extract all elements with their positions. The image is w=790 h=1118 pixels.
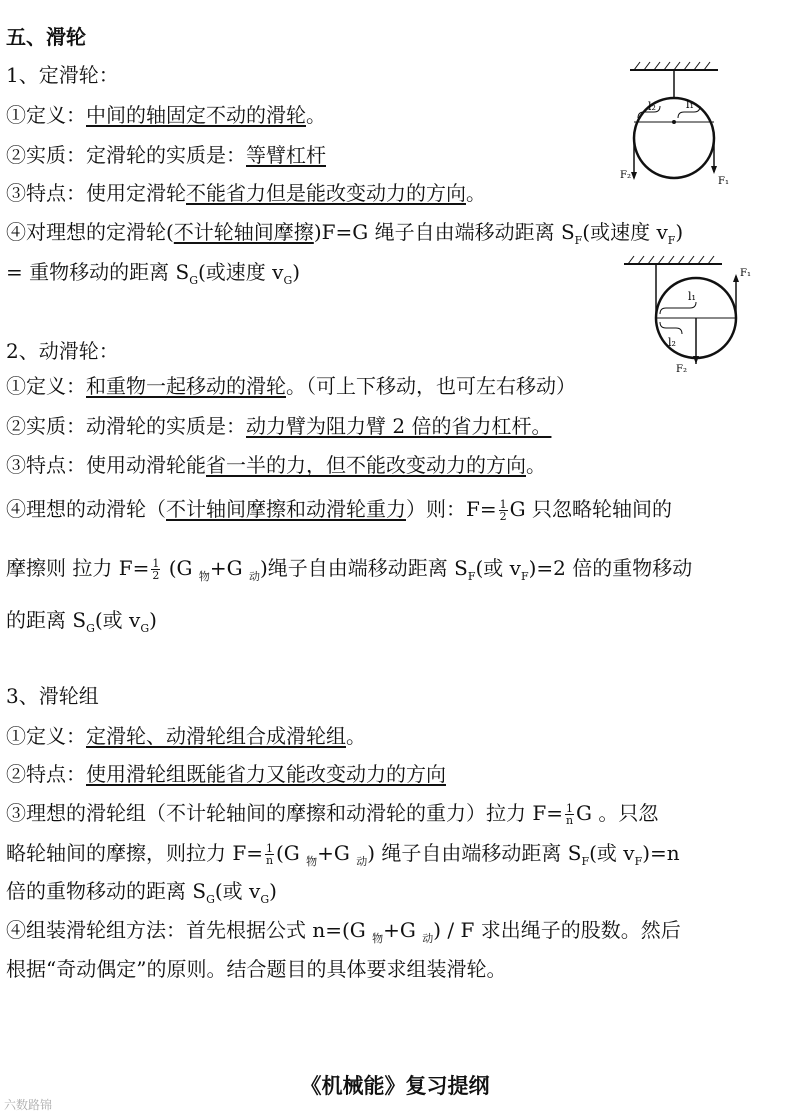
fixed-f1-label: F₁: [718, 176, 729, 187]
movable-pulley-heading: 2、动滑轮：: [6, 339, 119, 363]
fixed-l1-label: l₁: [686, 98, 694, 111]
group-assemble: ④组装滑轮组方法：首先根据公式 n=(G $_物$+G $_动$) / F 求出绳子的股数。然后: [6, 918, 681, 945]
fixed-essence: ②实质：定滑轮的实质是：等臂杠杆: [6, 143, 326, 167]
watermark: 六数路锦: [4, 1098, 53, 1112]
movable-f1-label: F₁: [740, 268, 751, 279]
group-feature: ②特点：使用滑轮组既能省力又能改变动力的方向: [6, 762, 446, 786]
movable-l1-label: l₁: [688, 290, 696, 303]
movable-definition: ①定义：和重物一起移动的滑轮。（可上下移动，也可左右移动）: [6, 374, 576, 398]
fixed-ideal-cont: = 重物移动的距离 $S_G$(或速度 $v_G$): [6, 260, 301, 287]
movable-ideal: ④理想的动滑轮（不计轴间摩擦和动滑轮重力）则：F= $\frac{1}{2}$ G 只忽略轮轴间的: [6, 497, 672, 523]
fixed-pulley-heading: 1、定滑轮：: [6, 63, 119, 87]
group-definition: ①定义：定滑轮、动滑轮组合成滑轮组。: [6, 724, 366, 748]
bottom-title: 《机械能》复习提纲: [300, 1073, 490, 1098]
movable-ideal-cont: 摩擦则 拉力 F= $\frac{1}{2}$ (G $_物$+G $_动$)绳子自由端移动距离 $S_F$(或 $v_F)=2$ 倍的重物移动: [6, 556, 693, 583]
movable-essence: ②实质：动滑轮的实质是：动力臂为阻力臂 2 倍的省力杠杆。: [6, 414, 552, 438]
group-ideal-cont: 略轮轴间的摩擦，则拉力 F= $\frac{1}{n}$ (G $_物$+G $_动$) 绳子自由端移动距离 $S_F$(或 $v_F)=n$: [6, 841, 680, 868]
movable-l2-label: l₂: [668, 336, 676, 349]
section-title: 五、滑轮: [6, 25, 86, 49]
movable-ideal-cont2: 的距离 $S_G$(或 $v_G$): [6, 608, 157, 635]
group-ideal: ③理想的滑轮组（不计轮轴间的摩擦和动滑轮的重力）拉力 F= $\frac{1}{n}$ G 。只忽: [6, 801, 659, 827]
fixed-f2-label: F₂: [620, 170, 631, 181]
movable-f2-label: F₂: [676, 364, 687, 374]
fixed-pulley-diagram: [608, 60, 748, 190]
group-assemble-cont: 根据“奇动偶定”的原则。结合题目的具体要求组装滑轮。: [6, 957, 507, 981]
fixed-l2-label: l₂: [648, 100, 656, 113]
movable-pulley-diagram: [610, 252, 760, 374]
group-ideal-cont2: 倍的重物移动的距离 $S_G$(或 $v_G$): [6, 879, 277, 906]
movable-feature: ③特点：使用动滑轮能省一半的力，但不能改变动力的方向。: [6, 453, 546, 477]
fixed-definition: ①定义：中间的轴固定不动的滑轮。: [6, 103, 326, 127]
group-heading: 3、滑轮组: [6, 684, 99, 708]
fixed-feature: ③特点：使用定滑轮不能省力但是能改变动力的方向。: [6, 181, 486, 205]
fixed-ideal: ④对理想的定滑轮(不计轮轴间摩擦)F=G 绳子自由端移动距离 $S_F$(或速度 $v_F$): [6, 220, 684, 247]
